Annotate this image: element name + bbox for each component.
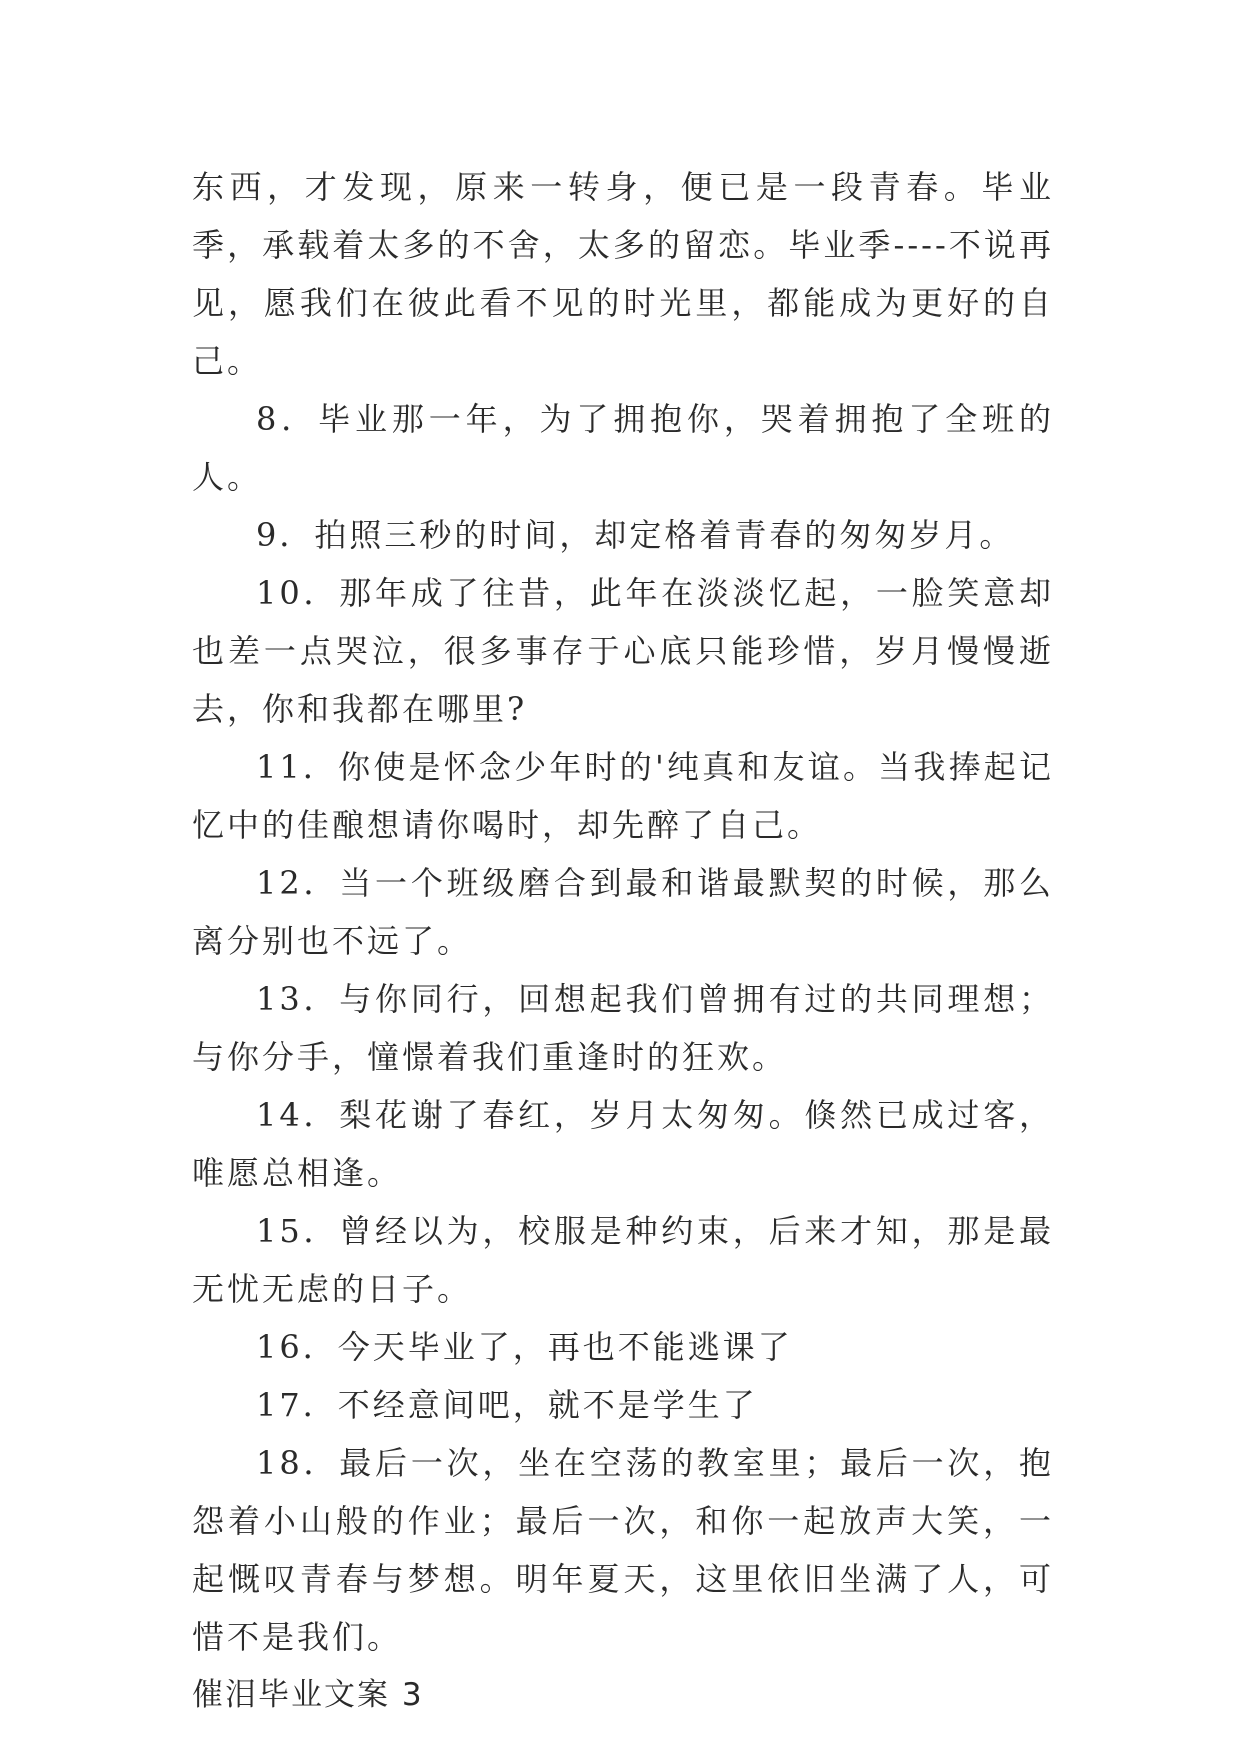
list-item-10: 10．那年成了往昔，此年在淡淡忆起，一脸笑意却也差一点哭泣，很多事存于心底只能珍惜，岁月慢慢逝去，你和我都在哪里? [192,574,1054,728]
section-heading: 催泪毕业文案 3 [192,1677,424,1713]
list-item-12: 12．当一个班级磨合到最和谐最默契的时候，那么离分别也不远了。 [192,864,1054,960]
list-item-16: 16．今天毕业了，再也不能逃课了 [256,1328,793,1366]
document-body [192,158,1054,1724]
list-item-14: 14．梨花谢了春红，岁月太匆匆。倏然已成过客，唯愿总相逢。 [192,1096,1054,1192]
list-item-11: 11．你使是怀念少年时的'纯真和友谊。当我捧起记忆中的佳酿想请你喝时，却先醉了自己。 [192,748,1054,844]
list-item-13: 13．与你同行，回想起我们曾拥有过的共同理想；与你分手，憧憬着我们重逢时的狂欢。 [192,980,1054,1076]
list-item-15: 15．曾经以为，校服是种约束，后来才知，那是最无忧无虑的日子。 [192,1212,1054,1308]
list-item-9: 9．拍照三秒的时间，却定格着青春的匆匆岁月。 [256,516,1015,554]
list-item-8: 8．毕业那一年，为了拥抱你，哭着拥抱了全班的人。 [192,400,1054,496]
list-item-18: 18．最后一次，坐在空荡的教室里；最后一次，抱怨着小山般的作业；最后一次，和你一起放声大笑，一起慨叹青春与梦想。明年夏天，这里依旧坐满了人，可惜不是我们。 [192,1444,1054,1656]
list-item-17: 17．不经意间吧，就不是学生了 [256,1386,758,1424]
continuation-paragraph: 东西，才发现，原来一转身，便已是一段青春。毕业季，承载着太多的不舍，太多的留恋。毕业季----不说再见，愿我们在彼此看不见的时光里，都能成为更好的自己。 [192,168,1054,380]
